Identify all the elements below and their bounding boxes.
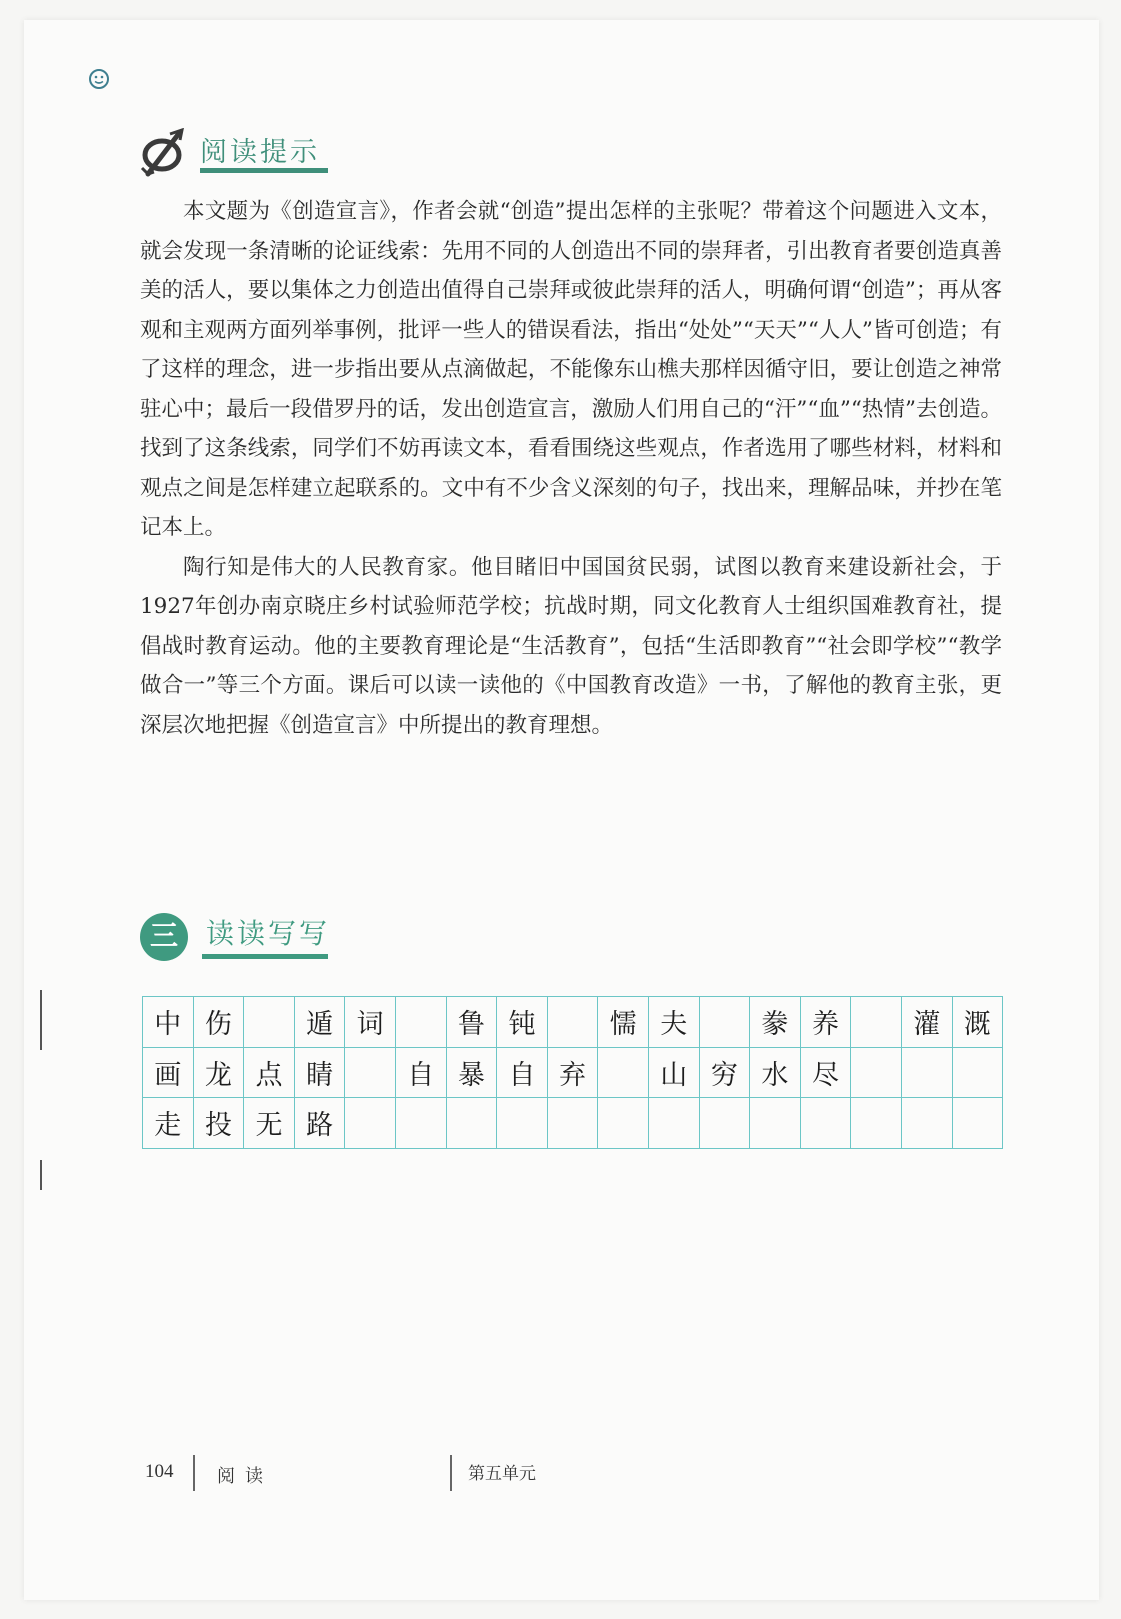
reading-tips-title: 阅读提示 [200, 137, 320, 168]
page-footer [0, 1455, 1121, 1495]
footer-section: 阅读 [217, 1466, 273, 1487]
grid-cell [345, 1047, 396, 1098]
grid-cell: 中 [143, 997, 194, 1048]
grid-cell: 灌 [901, 997, 952, 1048]
grid-cell [901, 1047, 952, 1098]
grid-cell: 龙 [193, 1047, 244, 1098]
grid-cell: 钝 [497, 997, 548, 1048]
grid-cell: 溉 [952, 997, 1003, 1048]
grid-cell: 自 [497, 1047, 548, 1098]
grid-cell [851, 1047, 902, 1098]
reading-tips-body [140, 192, 1002, 745]
grid-cell: 路 [294, 1098, 345, 1149]
footer-divider [193, 1455, 195, 1491]
grid-cell: 点 [244, 1047, 295, 1098]
section-number-badge: 三 [140, 913, 188, 961]
grid-cell [547, 1098, 598, 1149]
grid-cell: 豢 [750, 997, 801, 1048]
grid-cell [598, 1047, 649, 1098]
grid-cell: 投 [193, 1098, 244, 1149]
grid-cell [598, 1098, 649, 1149]
grid-cell: 画 [143, 1047, 194, 1098]
grid-cell [800, 1098, 851, 1149]
grid-cell: 无 [244, 1098, 295, 1149]
reading-tips-icon [140, 128, 188, 178]
grid-cell [345, 1098, 396, 1149]
grid-cell [901, 1098, 952, 1149]
grid-cell [851, 997, 902, 1048]
margin-mark [40, 1160, 42, 1190]
writing-grid [142, 996, 1003, 1149]
grid-cell: 自 [395, 1047, 446, 1098]
grid-cell: 遁 [294, 997, 345, 1048]
page-number: 104 [145, 1461, 174, 1482]
grid-cell [952, 1047, 1003, 1098]
grid-cell: 夫 [648, 997, 699, 1048]
reading-tips-header [140, 128, 340, 178]
grid-cell: 弃 [547, 1047, 598, 1098]
grid-row [143, 997, 1003, 1048]
grid-cell: 伤 [193, 997, 244, 1048]
grid-cell [244, 997, 295, 1048]
grid-cell: 水 [750, 1047, 801, 1098]
grid-cell [446, 1098, 497, 1149]
grid-cell [648, 1098, 699, 1149]
grid-row [143, 1047, 1003, 1098]
grid-cell [750, 1098, 801, 1149]
grid-cell: 词 [345, 997, 396, 1048]
grid-cell: 走 [143, 1098, 194, 1149]
grid-cell [699, 997, 750, 1048]
paragraph: 本文题为《创造宣言》，作者会就“创造”提出怎样的主张呢？带着这个问题进入文本，就会发现一条清晰的论证线索：先用不同的人创造出不同的崇拜者，引出教育者要创造真善美的活人，要以集体之力创造出值得自己崇拜或彼此崇拜的活人，明确何谓“创造”；再从客观和主观两方面列举事例，批评一些人的错误看法，指出“处处”“天天”“人人”皆可创造；有了这样的理念，进一步指出要从点滴做起，不能像东山樵夫那样因循守旧，要让创造之神常驻心中；最后一段借罗丹的话，发出创造宣言，激励人们用自己的“汗”“血”“热情”去创造。找到了这条线索，同学们不妨再读文本，看看围绕这些观点，作者选用了哪些材料，材料和观点之间是怎样建立起联系的。文中有不少含义深刻的句子，找出来，理解品味，并抄在笔记本上。 [140, 199, 1002, 540]
read-write-title: 读读写写 [206, 917, 331, 950]
grid-cell [395, 1098, 446, 1149]
grid-cell [547, 997, 598, 1048]
grid-cell [395, 997, 446, 1048]
margin-mark [40, 990, 42, 1050]
grid-cell: 睛 [294, 1047, 345, 1098]
grid-cell: 山 [648, 1047, 699, 1098]
title-underline [202, 954, 328, 959]
grid-cell: 懦 [598, 997, 649, 1048]
grid-cell: 尽 [800, 1047, 851, 1098]
title-underline [200, 168, 328, 173]
grid-cell: 鲁 [446, 997, 497, 1048]
smiley-icon [88, 68, 110, 90]
grid-cell [952, 1098, 1003, 1149]
footer-divider [450, 1455, 452, 1491]
grid-cell [497, 1098, 548, 1149]
grid-row [143, 1098, 1003, 1149]
grid-cell: 穷 [699, 1047, 750, 1098]
grid-cell: 养 [800, 997, 851, 1048]
paragraph: 陶行知是伟大的人民教育家。他目睹旧中国国贫民弱，试图以教育来建设新社会，于1927年创办南京晓庄乡村试验师范学校；抗战时期，同文化教育人士组织国难教育社，提倡战时教育运动。他的主要教育理论是“生活教育”，包括“生活即教育”“社会即学校”“教学做合一”等三个方面。课后可以读一读他的《中国教育改造》一书，了解他的教育主张，更深层次地把握《创造宣言》中所提出的教育理想。 [140, 554, 1002, 738]
footer-unit: 第五单元 [468, 1464, 536, 1484]
grid-cell [699, 1098, 750, 1149]
grid-cell [851, 1098, 902, 1149]
read-write-header [140, 910, 360, 966]
grid-cell: 暴 [446, 1047, 497, 1098]
